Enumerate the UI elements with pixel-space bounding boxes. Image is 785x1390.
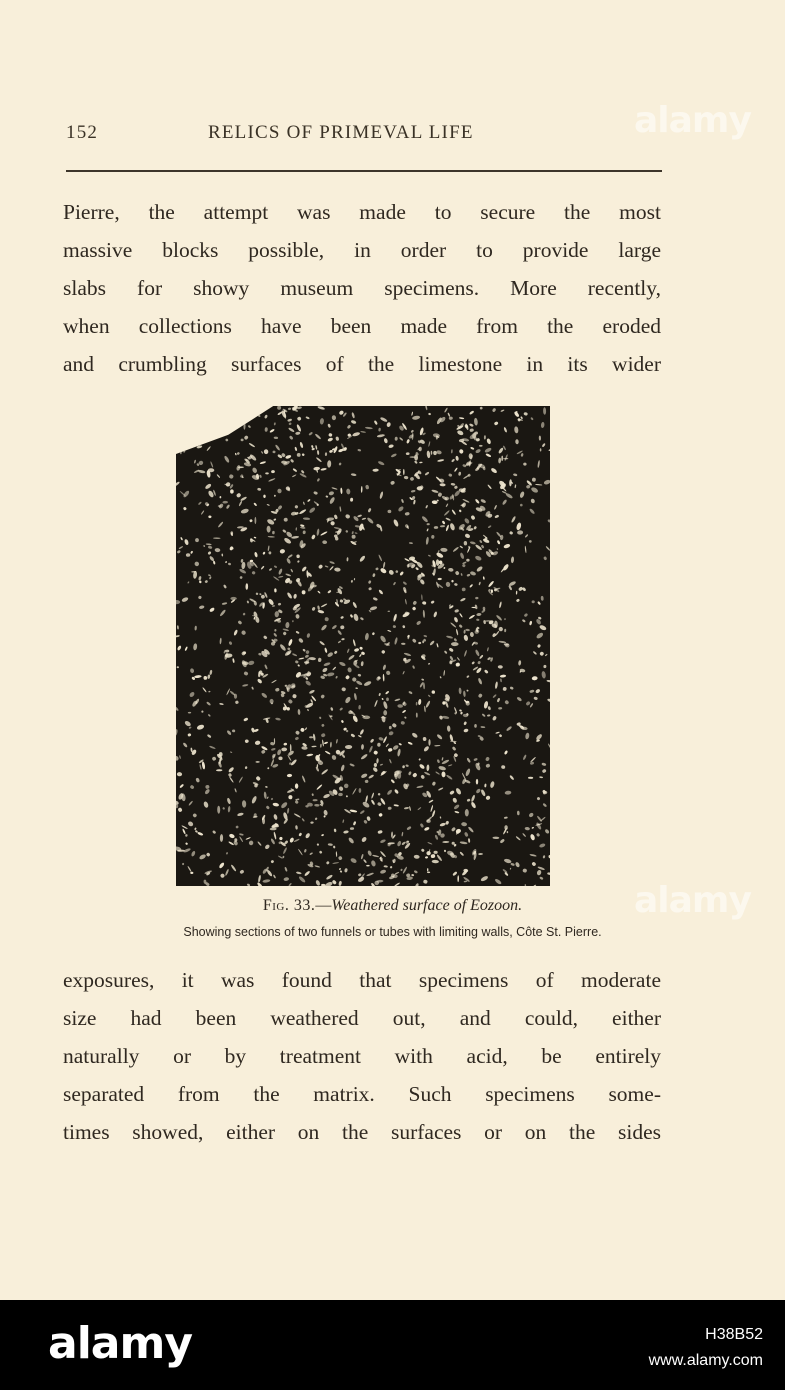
text-line: when collections have been made from the eroded xyxy=(63,314,661,338)
watermark-bar xyxy=(0,1300,785,1390)
text-line: massive blocks possible, in order to provide large xyxy=(63,238,661,262)
text-line: and crumbling surfaces of the limestone in its wider xyxy=(63,352,661,376)
figure-label: Fig. 33. xyxy=(262,897,316,914)
watermark-info xyxy=(649,1322,763,1374)
figure-subcaption: Showing sections of two funnels or tubes with limiting walls, Côte St. Pierre. xyxy=(183,925,602,939)
watermark-logo-faint: alamy xyxy=(634,880,751,921)
running-title: RELICS OF PRIMEVAL LIFE xyxy=(208,122,474,143)
page-number: 152 xyxy=(66,122,99,143)
text-line: times showed, either on the surfaces or on the sides xyxy=(63,1120,661,1144)
paragraph-top xyxy=(63,193,661,383)
figure-title: Weathered surface of Eozoon. xyxy=(331,897,523,914)
figure-illustration xyxy=(176,406,550,886)
header-rule xyxy=(66,170,662,172)
text-line: slabs for showy museum specimens. More recently, xyxy=(63,276,661,300)
text-line: naturally or by treatment with acid, be entirely xyxy=(63,1044,661,1068)
running-head xyxy=(66,122,662,152)
text-line: size had been weathered out, and could, either xyxy=(63,1006,661,1030)
text-line: exposures, it was found that specimens of moderate xyxy=(63,968,661,992)
engraving-texture xyxy=(176,406,550,886)
watermark-logo-faint: alamy xyxy=(634,100,751,141)
site-link[interactable]: www.alamy.com xyxy=(648,1352,763,1369)
text-line: Pierre, the attempt was made to secure the most xyxy=(63,200,661,224)
image-id: H38B52 xyxy=(705,1326,763,1343)
text-line: separated from the matrix. Such specimens some- xyxy=(63,1082,661,1106)
caption-dash: — xyxy=(315,897,332,914)
watermark-logo[interactable]: alamy xyxy=(48,1318,192,1369)
paragraph-bottom xyxy=(63,961,661,1151)
